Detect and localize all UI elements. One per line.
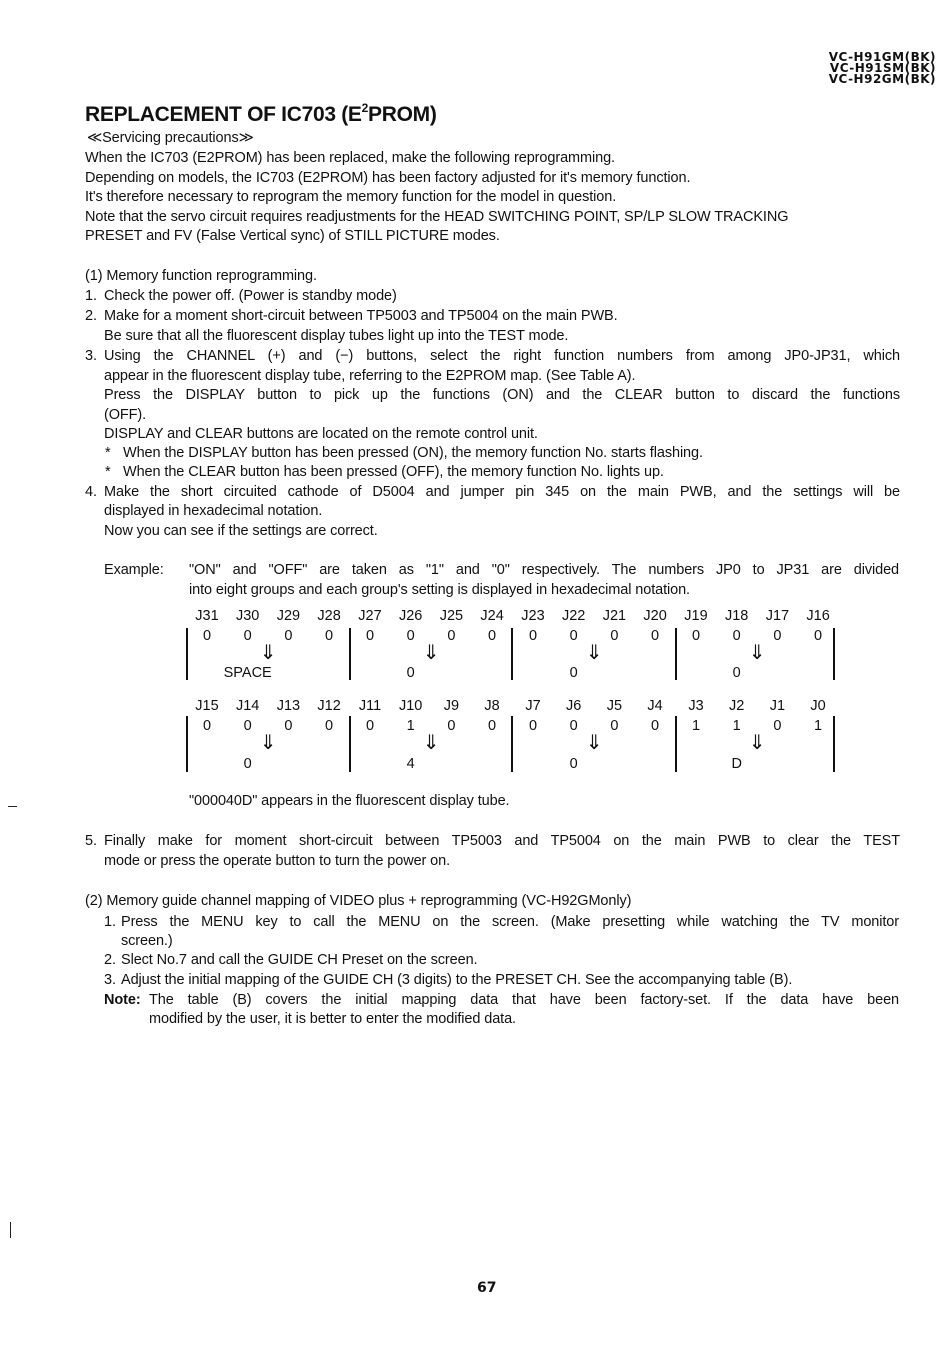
hex-digit: 0: [243, 756, 252, 772]
bit-value: 1: [406, 718, 415, 734]
jumper-label: J27: [358, 608, 382, 624]
bullet-mark-2: *: [105, 464, 111, 480]
bit-value: 1: [814, 718, 823, 734]
bit-value: 0: [447, 718, 456, 734]
bit-value: 0: [732, 628, 741, 644]
step5-line-1: Finally make for moment short-circuit between TP5003 and TP5004 on the main PWB to clear the TEST: [104, 833, 900, 849]
jumper-label: J16: [806, 608, 830, 624]
bit-value: 0: [773, 628, 782, 644]
jumper-label: J8: [484, 698, 500, 714]
jumper-label: J0: [810, 698, 826, 714]
step3-line-2: appear in the fluorescent display tube, referring to the E2PROM map. (See Table A).: [104, 368, 636, 384]
section1-heading: (1) Memory function reprogramming.: [85, 268, 317, 284]
model-1: VC-H91GM(BK): [828, 50, 936, 64]
step5-line-2: mode or press the operate button to turn the power on.: [104, 853, 451, 869]
hex-digit: SPACE: [223, 665, 272, 681]
step3-line-1: Using the CHANNEL (+) and (−) buttons, select the right function numbers from among JP0-JP31, which: [104, 348, 900, 364]
step2-line-2: Be sure that all the fluorescent display tubes light up into the TEST mode.: [104, 328, 569, 344]
s2-step2-text: Slect No.7 and call the GUIDE CH Preset on the screen.: [121, 952, 478, 968]
bit-value: 0: [365, 718, 375, 734]
jumper-label: J10: [398, 698, 423, 714]
bit-value: 0: [202, 718, 212, 734]
jumper-label: J28: [317, 608, 341, 624]
bit-value: 0: [243, 628, 252, 644]
jumper-label: J20: [643, 608, 667, 624]
step1-number: 1.: [85, 288, 97, 304]
down-arrow-icon: ⇓: [585, 642, 603, 664]
jumper-label: J12: [317, 698, 341, 714]
bit-value: 0: [325, 718, 334, 734]
s2-step3-text: Adjust the initial mapping of the GUIDE CH (3 digits) to the PRESET CH. See the accompanying table (B).: [121, 972, 793, 988]
step3-line-4: (OFF).: [104, 407, 147, 423]
bit-value: 0: [202, 628, 212, 644]
down-arrow-icon: ⇓: [748, 642, 766, 664]
note-line-2: modified by the user, it is better to enter the modified data.: [149, 1011, 516, 1027]
bit-value: 0: [691, 628, 701, 644]
s2-step1-line-1: Press the MENU key to call the MENU on the screen. (Make presetting while watching the TV monitor: [121, 914, 899, 930]
jumper-label: J14: [235, 698, 260, 714]
bit-value: 0: [365, 628, 375, 644]
example-line-2: into eight groups and each group's setting is displayed in hexadecimal notation.: [189, 582, 690, 598]
group-divider: [186, 628, 188, 680]
example-result: "000040D" appears in the fluorescent display tube.: [189, 793, 510, 809]
bit-value: 0: [814, 628, 823, 644]
bit-value: 0: [284, 628, 293, 644]
precautions-heading: ≪Servicing precautions≫: [87, 130, 254, 146]
group-divider: [349, 716, 351, 772]
bit-value: 0: [284, 718, 293, 734]
model-numbers: [829, 52, 936, 85]
jumper-label: J17: [765, 608, 790, 624]
jumper-label: J24: [480, 608, 504, 624]
group-divider: [349, 628, 351, 680]
bit-value: 0: [488, 628, 497, 644]
jumper-label: J25: [439, 608, 464, 624]
precaution-line-3: It's therefore necessary to reprogram the memory function for the model in question.: [85, 189, 617, 205]
jumper-label: J2: [729, 698, 745, 714]
jumper-label: J29: [276, 608, 301, 624]
jumper-label: J21: [602, 608, 627, 624]
step3-bullet-2: When the CLEAR button has been pressed (OFF), the memory function No. lights up.: [123, 464, 664, 480]
jumper-label: J1: [769, 698, 786, 714]
bit-value: 0: [488, 718, 497, 734]
bit-value: 0: [447, 628, 456, 644]
jumper-label: J15: [195, 698, 219, 714]
hex-digit: 0: [569, 756, 578, 772]
hex-digit: D: [731, 756, 742, 772]
bit-value: 0: [406, 628, 415, 644]
s2-step2-number: 2.: [104, 952, 116, 968]
down-arrow-icon: ⇓: [422, 642, 440, 664]
group-divider: [511, 716, 513, 772]
jumper-label: J9: [443, 698, 460, 714]
hex-digit: 0: [406, 665, 415, 681]
step4-line-2: displayed in hexadecimal notation.: [104, 503, 323, 519]
model-2: VC-H91SM(BK): [829, 61, 936, 75]
note-line-1: The table (B) covers the initial mapping data that have been factory-set. If the data have been: [149, 992, 899, 1008]
step3-line-5: DISPLAY and CLEAR buttons are located on the remote control unit.: [104, 426, 538, 442]
jumper-label: J7: [525, 698, 541, 714]
bit-value: 0: [243, 718, 252, 734]
step4-number: 4.: [85, 484, 97, 500]
bit-value: 0: [325, 628, 334, 644]
step4-line-3: Now you can see if the settings are correct.: [104, 523, 378, 539]
step3-bullet-1: When the DISPLAY button has been pressed (ON), the memory function No. starts flashing.: [123, 445, 703, 461]
group-divider: [833, 716, 835, 772]
group-divider: [511, 628, 513, 680]
step1-text: Check the power off. (Power is standby mode): [104, 288, 397, 304]
down-arrow-icon: ⇓: [259, 732, 277, 754]
scan-mark: [10, 1222, 11, 1238]
page-title: REPLACEMENT OF IC703 $(E^2PROM)$: [85, 101, 437, 126]
example-line-1: "ON" and "OFF" are taken as "1" and "0" respectively. The numbers JP0 to JP31 are divided: [189, 562, 899, 578]
s2-step1-line-2: screen.): [121, 933, 173, 949]
down-arrow-icon: ⇓: [748, 732, 766, 754]
bit-value: 0: [651, 718, 660, 734]
jumper-label: J31: [195, 608, 219, 624]
jumper-label: J11: [358, 698, 382, 714]
bit-value: 0: [569, 628, 578, 644]
bit-value: 0: [569, 718, 578, 734]
step3-line-3: Press the DISPLAY button to pick up the functions (ON) and the CLEAR button to discard the functions: [104, 387, 900, 403]
jumper-label: J3: [688, 698, 704, 714]
jumper-label: J4: [647, 698, 663, 714]
down-arrow-icon: ⇓: [259, 642, 277, 664]
jumper-label: J22: [561, 608, 586, 624]
note-label: Note:: [104, 992, 141, 1008]
down-arrow-icon: ⇓: [422, 732, 440, 754]
section2-heading: (2) Memory guide channel mapping of VIDEO plus + reprogramming (VC-H92GMonly): [85, 893, 632, 909]
jumper-label: J6: [566, 698, 582, 714]
precaution-line-4: Note that the servo circuit requires readjustments for the HEAD SWITCHING POINT, SP/LP SLOW TRACKING: [85, 209, 789, 225]
group-divider: [833, 628, 835, 680]
step3-number: 3.: [85, 348, 97, 364]
jumper-label: J18: [724, 608, 749, 624]
bit-value: 0: [528, 718, 538, 734]
scan-mark: [8, 806, 17, 807]
bit-value: 1: [732, 718, 741, 734]
page-number: 67: [477, 1280, 497, 1296]
jumper-label: J30: [235, 608, 260, 624]
example-label: Example:: [104, 562, 164, 578]
jumper-label: J5: [606, 698, 623, 714]
step5-number: 5.: [85, 833, 97, 849]
jumper-label: J19: [684, 608, 708, 624]
step2-number: 2.: [85, 308, 97, 324]
group-divider: [675, 716, 677, 772]
s2-step1-number: 1.: [104, 914, 116, 930]
step2-line-1: Make for a moment short-circuit between TP5003 and TP5004 on the main PWB.: [104, 308, 618, 324]
hex-digit: 4: [406, 756, 415, 772]
precaution-line-2: Depending on models, the IC703 (E2PROM) has been factory adjusted for it's memory function.: [85, 170, 691, 186]
jumper-label: J26: [398, 608, 423, 624]
bit-value: 0: [773, 718, 782, 734]
bit-value: 0: [610, 718, 619, 734]
step4-line-1: Make the short circuited cathode of D5004 and jumper pin 345 on the main PWB, and the settings will be: [104, 484, 900, 500]
group-divider: [186, 716, 188, 772]
bullet-mark-1: *: [105, 445, 111, 461]
jumper-label: J23: [521, 608, 545, 624]
bit-value: 0: [528, 628, 538, 644]
bit-value: 1: [691, 718, 701, 734]
group-divider: [675, 628, 677, 680]
precaution-line-5: PRESET and FV (False Vertical sync) of STILL PICTURE modes.: [85, 228, 500, 244]
precaution-line-1: When the IC703 (E2PROM) has been replaced, make the following reprogramming.: [85, 150, 615, 166]
hex-digit: 0: [732, 665, 741, 681]
jumper-label: J13: [276, 698, 301, 714]
bit-value: 0: [651, 628, 660, 644]
model-3: VC-H92GM(BK): [828, 72, 936, 86]
down-arrow-icon: ⇓: [585, 732, 603, 754]
hex-digit: 0: [569, 665, 578, 681]
s2-step3-number: 3.: [104, 972, 116, 988]
bit-value: 0: [610, 628, 619, 644]
